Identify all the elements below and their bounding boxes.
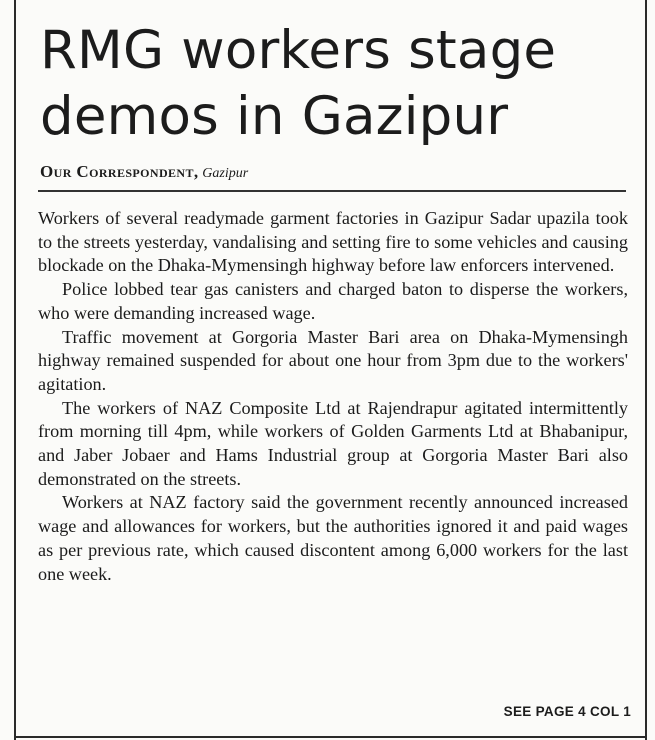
paragraph: Police lobbed tear gas canisters and charged baton to disperse the workers, who were demanding increased wage. (38, 279, 628, 323)
byline-author: Our Correspondent, (40, 162, 199, 181)
article-body (38, 207, 628, 586)
paragraph: Workers at NAZ factory said the government recently announced increased wage and allowances for workers, but the authorities ignored it and paid wages as per previous rate, which caused discontent among 6,000 workers for the last one week. (38, 492, 628, 584)
paragraph: Traffic movement at Gorgoria Master Bari area on Dhaka-Mymensingh highway remained suspended for about one hour from 3pm due to the workers' agitation. (38, 326, 628, 394)
bottom-border (14, 736, 647, 738)
paragraph: The workers of NAZ Composite Ltd at Rajendrapur agitated intermittently from morning till 4pm, while workers of Golden Garments Ltd at Bhabanipur, and Jaber Jobaer and Hams Industrial group at Gorgoria Master Bari also demonstrated on the streets. (38, 397, 628, 489)
left-border (14, 0, 16, 740)
byline (40, 163, 248, 183)
continuation-note: SEE PAGE 4 COL 1 (503, 704, 631, 719)
paragraph: Workers of several readymade garment factories in Gazipur Sadar upazila took to the streets yesterday, vandalising and setting fire to some vehicles and causing blockade on the Dhaka-Mymensingh highway before law enforcers intervened. (38, 208, 628, 276)
right-border (645, 0, 647, 740)
headline: RMG workers stage demos in Gazipur (40, 20, 557, 147)
byline-divider (38, 190, 626, 192)
byline-location: Gazipur (202, 166, 249, 181)
